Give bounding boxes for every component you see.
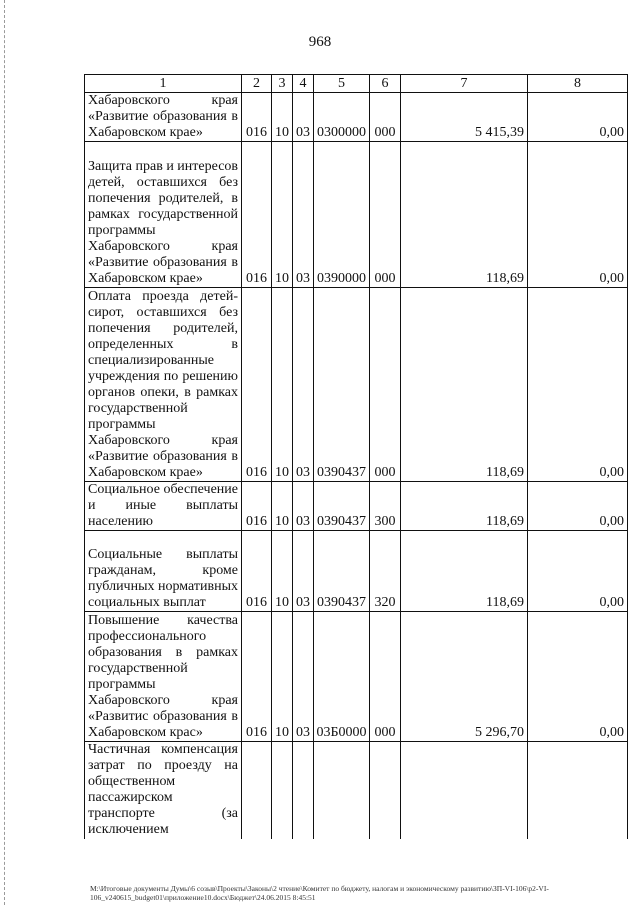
cell-subsection: 03 bbox=[293, 142, 314, 288]
column-header: 1 bbox=[85, 75, 242, 93]
cell-expense-type: 000 bbox=[370, 612, 401, 742]
column-header: 8 bbox=[528, 75, 628, 93]
cell-target-article: 0390000 bbox=[314, 142, 370, 288]
cell-subsection: 03 bbox=[293, 531, 314, 612]
cell-subsection bbox=[293, 742, 314, 839]
cell-amount: 118,69 bbox=[401, 288, 528, 482]
page-number: 968 bbox=[308, 34, 332, 50]
cell-amount: 5 415,39 bbox=[401, 93, 528, 142]
cell-section: 10 bbox=[272, 288, 293, 482]
column-header: 4 bbox=[293, 75, 314, 93]
cell-target-article: 0390437 bbox=[314, 482, 370, 531]
row-name: Частичная компенсация затрат по проезду на общественном пассажирском транспорте (за исключением bbox=[85, 742, 242, 839]
cell-subsection: 03 bbox=[293, 612, 314, 742]
cell-target-article: 0390437 bbox=[314, 288, 370, 482]
table-header-row bbox=[85, 75, 628, 93]
scan-edge-line bbox=[4, 0, 6, 905]
row-name: Социальные выплаты гражданам, кроме публичных нормативных социальных выплат bbox=[85, 531, 242, 612]
cell-subsection: 03 bbox=[293, 288, 314, 482]
cell-amount: 5 296,70 bbox=[401, 612, 528, 742]
cell-ministry: 016 bbox=[242, 93, 272, 142]
table-row bbox=[85, 612, 628, 742]
cell-ministry: 016 bbox=[242, 142, 272, 288]
cell-expense-type bbox=[370, 742, 401, 839]
cell-section bbox=[272, 742, 293, 839]
cell-section: 10 bbox=[272, 482, 293, 531]
table-row bbox=[85, 742, 628, 839]
table-row bbox=[85, 531, 628, 612]
table-row bbox=[85, 93, 628, 142]
table-row bbox=[85, 142, 628, 288]
cell-ministry: 016 bbox=[242, 531, 272, 612]
cell-federal-amount: 0,00 bbox=[528, 531, 628, 612]
table-row bbox=[85, 482, 628, 531]
cell-target-article: 0390437 bbox=[314, 531, 370, 612]
table-row bbox=[85, 288, 628, 482]
cell-federal-amount: 0,00 bbox=[528, 93, 628, 142]
cell-federal-amount: 0,00 bbox=[528, 288, 628, 482]
cell-amount: 118,69 bbox=[401, 531, 528, 612]
cell-expense-type: 000 bbox=[370, 288, 401, 482]
column-header: 5 bbox=[314, 75, 370, 93]
cell-federal-amount bbox=[528, 742, 628, 839]
cell-federal-amount: 0,00 bbox=[528, 612, 628, 742]
row-name: Оплата проезда детей-сирот, оставшихся без попечения родителей, определенных в специализированные учреждения по решению органов опеки, в рамках государственной программы Хабаровского края «Развитие образования в Хабаровском крае» bbox=[85, 288, 242, 482]
column-header: 2 bbox=[242, 75, 272, 93]
cell-target-article bbox=[314, 742, 370, 839]
cell-expense-type: 000 bbox=[370, 142, 401, 288]
column-header: 6 bbox=[370, 75, 401, 93]
cell-subsection: 03 bbox=[293, 93, 314, 142]
cell-ministry: 016 bbox=[242, 288, 272, 482]
cell-expense-type: 300 bbox=[370, 482, 401, 531]
cell-federal-amount: 0,00 bbox=[528, 482, 628, 531]
row-name: Хабаровского края «Развитие образования в Хабаровском крае» bbox=[85, 93, 242, 142]
cell-section: 10 bbox=[272, 142, 293, 288]
cell-expense-type: 000 bbox=[370, 93, 401, 142]
cell-section: 10 bbox=[272, 612, 293, 742]
row-name: Социальное обеспечение и иные выплаты населению bbox=[85, 482, 242, 531]
cell-ministry: 016 bbox=[242, 482, 272, 531]
cell-ministry bbox=[242, 742, 272, 839]
column-header: 7 bbox=[401, 75, 528, 93]
cell-ministry: 016 bbox=[242, 612, 272, 742]
cell-target-article: 03Б0000 bbox=[314, 612, 370, 742]
cell-amount: 118,69 bbox=[401, 482, 528, 531]
cell-section: 10 bbox=[272, 531, 293, 612]
cell-amount bbox=[401, 742, 528, 839]
file-path-footer: M:\Итоговые документы Думы\6 созыв\Проекты\Законы\2 чтение\Комитет по бюджету, налогам и экономическому развитию\ЗП-VI-106\p2-VI-106_v240615_budget01\приложение10.docx\Бюджет\24.06.2015 8:45:51 bbox=[90, 884, 549, 902]
row-name: Защита прав и интересов детей, оставшихся без попечения родителей, в рамках государственной программы Хабаровского края «Развитие образования в Хабаровском крае» bbox=[85, 142, 242, 288]
cell-federal-amount: 0,00 bbox=[528, 142, 628, 288]
row-name: Повышение качества профессионального образования в рамках государственной программы Хабаровского края «Развитис образования в Хабаровском крас» bbox=[85, 612, 242, 742]
cell-amount: 118,69 bbox=[401, 142, 528, 288]
cell-expense-type: 320 bbox=[370, 531, 401, 612]
cell-target-article: 0300000 bbox=[314, 93, 370, 142]
budget-table bbox=[84, 74, 628, 839]
cell-section: 10 bbox=[272, 93, 293, 142]
column-header: 3 bbox=[272, 75, 293, 93]
cell-subsection: 03 bbox=[293, 482, 314, 531]
